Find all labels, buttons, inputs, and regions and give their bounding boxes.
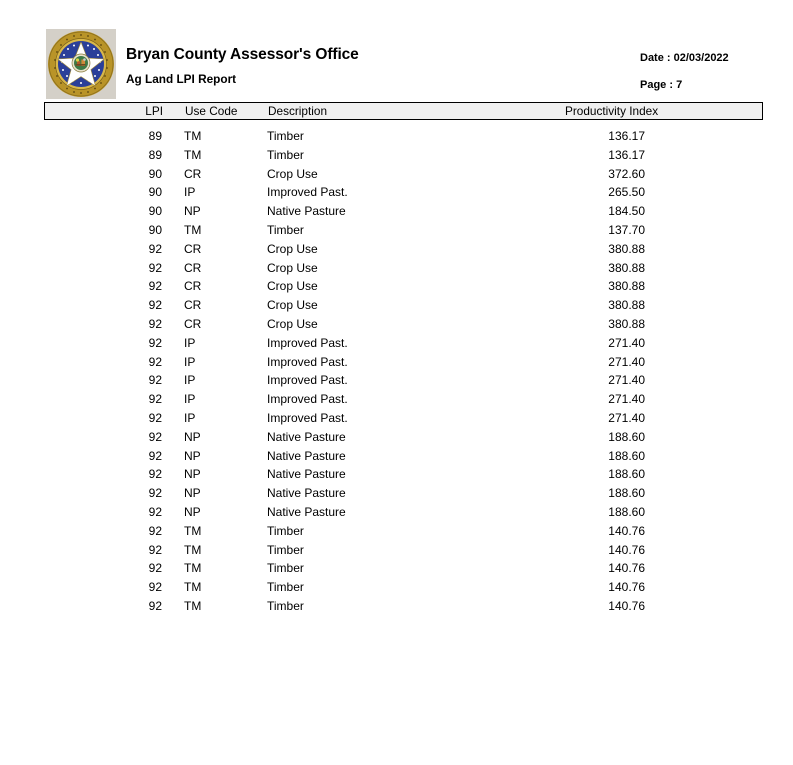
- cell-productivity-index: 380.88: [608, 316, 645, 331]
- table-row: [44, 465, 763, 484]
- cell-description: Timber: [267, 523, 304, 538]
- report-header: [0, 0, 793, 100]
- cell-lpi: 92: [148, 598, 162, 613]
- cell-lpi: 92: [148, 448, 162, 463]
- table-row: [44, 409, 763, 428]
- cell-lpi: 92: [148, 429, 162, 444]
- table-row: [44, 484, 763, 503]
- cell-lpi: 92: [148, 373, 162, 388]
- cell-productivity-index: 140.76: [608, 542, 645, 557]
- table-row: [44, 165, 763, 184]
- cell-use-code: IP: [184, 410, 196, 425]
- cell-use-code: TM: [184, 222, 202, 237]
- cell-use-code: CR: [184, 260, 202, 275]
- column-header-use-code-label: Use Code: [185, 104, 238, 118]
- cell-description: Native Pasture: [267, 204, 346, 219]
- cell-lpi: 90: [148, 185, 162, 200]
- cell-use-code: IP: [184, 354, 196, 369]
- cell-lpi: 92: [148, 279, 162, 294]
- cell-lpi: 89: [148, 147, 162, 162]
- cell-use-code: TM: [184, 542, 202, 557]
- table-row: [44, 127, 763, 146]
- table-row: [44, 390, 763, 409]
- cell-use-code: NP: [184, 204, 201, 219]
- table-row: [44, 428, 763, 447]
- cell-use-code: CR: [184, 316, 202, 331]
- cell-lpi: 92: [148, 523, 162, 538]
- table-row: [44, 559, 763, 578]
- cell-productivity-index: 140.76: [608, 561, 645, 576]
- cell-use-code: TM: [184, 598, 202, 613]
- cell-description: Improved Past.: [267, 410, 348, 425]
- cell-description: Native Pasture: [267, 486, 346, 501]
- cell-productivity-index: 271.40: [608, 410, 645, 425]
- cell-lpi: 92: [148, 316, 162, 331]
- column-header-productivity-index-label: Productivity Index: [565, 104, 659, 118]
- table-header-row: [44, 102, 763, 120]
- table-row: [44, 296, 763, 315]
- cell-lpi: 90: [148, 166, 162, 181]
- table-row: [44, 315, 763, 334]
- table-row: [44, 240, 763, 259]
- cell-lpi: 92: [148, 467, 162, 482]
- cell-use-code: IP: [184, 335, 196, 350]
- cell-description: Timber: [267, 580, 304, 595]
- cell-description: Native Pasture: [267, 448, 346, 463]
- cell-productivity-index: 372.60: [608, 166, 645, 181]
- cell-description: Crop Use: [267, 260, 318, 275]
- lpi-table: [44, 102, 763, 616]
- cell-productivity-index: 137.70: [608, 222, 645, 237]
- cell-description: Native Pasture: [267, 429, 346, 444]
- oklahoma-state-seal-icon: [46, 29, 116, 99]
- cell-productivity-index: 188.60: [608, 448, 645, 463]
- cell-lpi: 90: [148, 204, 162, 219]
- cell-productivity-index: 271.40: [608, 354, 645, 369]
- cell-description: Crop Use: [267, 316, 318, 331]
- cell-productivity-index: 380.88: [608, 260, 645, 275]
- cell-description: Native Pasture: [267, 467, 346, 482]
- cell-lpi: 92: [148, 298, 162, 313]
- cell-description: Improved Past.: [267, 373, 348, 388]
- column-header-lpi-label: LPI: [145, 104, 163, 118]
- cell-lpi: 92: [148, 260, 162, 275]
- table-row: [44, 146, 763, 165]
- cell-use-code: IP: [184, 185, 196, 200]
- cell-lpi: 92: [148, 561, 162, 576]
- cell-productivity-index: 271.40: [608, 373, 645, 388]
- cell-description: Timber: [267, 598, 304, 613]
- cell-use-code: TM: [184, 129, 202, 143]
- cell-use-code: NP: [184, 429, 201, 444]
- cell-productivity-index: 136.17: [608, 147, 645, 162]
- seal-backing: [46, 29, 116, 99]
- cell-description: Crop Use: [267, 166, 318, 181]
- cell-productivity-index: 380.88: [608, 241, 645, 256]
- cell-lpi: 92: [148, 542, 162, 557]
- title-block: [126, 45, 546, 87]
- cell-description: Crop Use: [267, 241, 318, 256]
- cell-description: Timber: [267, 129, 304, 143]
- cell-use-code: CR: [184, 298, 202, 313]
- table-row: [44, 183, 763, 202]
- table-row: [44, 353, 763, 372]
- office-title: Bryan County Assessor's Office: [126, 46, 359, 63]
- cell-lpi: 92: [148, 335, 162, 350]
- table-row: [44, 334, 763, 353]
- cell-use-code: TM: [184, 147, 202, 162]
- cell-productivity-index: 188.60: [608, 486, 645, 501]
- cell-lpi: 92: [148, 504, 162, 519]
- cell-productivity-index: 184.50: [608, 204, 645, 219]
- cell-lpi: 92: [148, 410, 162, 425]
- cell-lpi: 89: [148, 129, 162, 143]
- cell-use-code: IP: [184, 373, 196, 388]
- cell-description: Improved Past.: [267, 185, 348, 200]
- cell-productivity-index: 188.60: [608, 467, 645, 482]
- cell-use-code: NP: [184, 448, 201, 463]
- cell-description: Timber: [267, 147, 304, 162]
- cell-description: Improved Past.: [267, 392, 348, 407]
- cell-description: Native Pasture: [267, 504, 346, 519]
- cell-description: Timber: [267, 561, 304, 576]
- cell-use-code: CR: [184, 166, 202, 181]
- report-date: Date : 02/03/2022: [640, 52, 729, 64]
- cell-description: Crop Use: [267, 279, 318, 294]
- column-header-use-code: [185, 104, 237, 120]
- cell-productivity-index: 265.50: [608, 185, 645, 200]
- cell-description: Improved Past.: [267, 354, 348, 369]
- cell-productivity-index: 140.76: [608, 598, 645, 613]
- cell-lpi: 90: [148, 222, 162, 237]
- cell-lpi: 92: [148, 241, 162, 256]
- cell-lpi: 92: [148, 580, 162, 595]
- table-row: [44, 259, 763, 278]
- cell-lpi: 92: [148, 486, 162, 501]
- cell-use-code: TM: [184, 561, 202, 576]
- cell-lpi: 92: [148, 392, 162, 407]
- cell-productivity-index: 140.76: [608, 523, 645, 538]
- cell-description: Improved Past.: [267, 335, 348, 350]
- cell-productivity-index: 140.76: [608, 580, 645, 595]
- column-header-productivity-index: [565, 104, 659, 120]
- cell-productivity-index: 188.60: [608, 429, 645, 444]
- cell-description: Timber: [267, 542, 304, 557]
- report-subtitle: Ag Land LPI Report: [126, 72, 237, 86]
- cell-productivity-index: 380.88: [608, 279, 645, 294]
- cell-lpi: 92: [148, 354, 162, 369]
- cell-productivity-index: 136.17: [608, 129, 645, 143]
- cell-use-code: NP: [184, 504, 201, 519]
- table-row: [44, 371, 763, 390]
- table-row: [44, 597, 763, 616]
- table-row: [44, 522, 763, 541]
- table-body: [44, 127, 763, 616]
- cell-use-code: NP: [184, 486, 201, 501]
- table-row: [44, 221, 763, 240]
- cell-productivity-index: 271.40: [608, 335, 645, 350]
- cell-productivity-index: 271.40: [608, 392, 645, 407]
- table-row: [44, 447, 763, 466]
- cell-use-code: NP: [184, 467, 201, 482]
- table-row: [44, 202, 763, 221]
- column-header-description-label: Description: [268, 104, 328, 118]
- table-row: [44, 503, 763, 522]
- cell-use-code: CR: [184, 279, 202, 294]
- table-row: [44, 541, 763, 560]
- table-row: [44, 578, 763, 597]
- report-meta: [640, 51, 780, 92]
- cell-use-code: IP: [184, 392, 196, 407]
- cell-productivity-index: 188.60: [608, 504, 645, 519]
- report-page-number: Page : 7: [640, 79, 683, 91]
- cell-description: Timber: [267, 222, 304, 237]
- cell-use-code: TM: [184, 580, 202, 595]
- cell-productivity-index: 380.88: [608, 298, 645, 313]
- cell-use-code: CR: [184, 241, 202, 256]
- column-header-description: [268, 104, 327, 120]
- cell-description: Crop Use: [267, 298, 318, 313]
- table-row: [44, 277, 763, 296]
- column-header-lpi: [115, 104, 163, 120]
- cell-use-code: TM: [184, 523, 202, 538]
